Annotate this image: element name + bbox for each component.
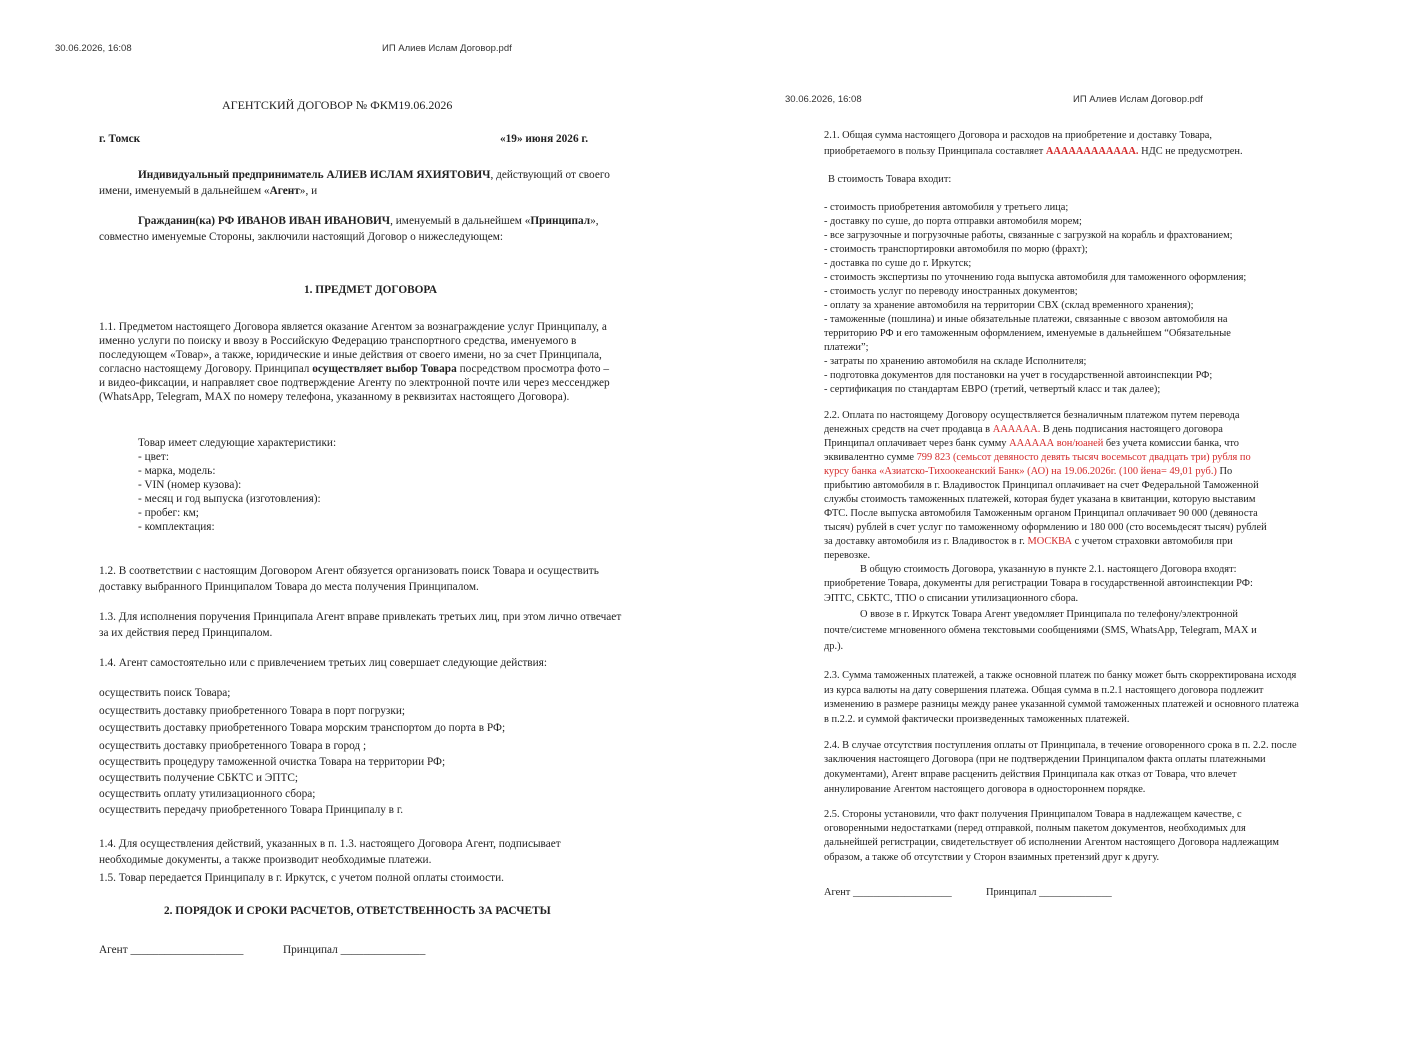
clause-2-4-line: документами), Агент вправе расценить действия Принципала как отказ от Товара, что влечет xyxy=(824,769,1237,780)
include-item: - оплату за хранение автомобиля на территории СВХ (склад временного хранения); xyxy=(824,300,1194,311)
clause-2-2-line: 2.2. Оплата по настоящему Договору осуществляется безналичным платежом путем перевода xyxy=(824,410,1240,421)
clause-2-5-line: 2.5. Стороны установили, что факт получения Принципалом Товара в надлежащем качестве, с xyxy=(824,809,1242,820)
clause-2-3-line: в п.2.2. и суммой фактически произведенных таможенных платежей. xyxy=(824,714,1130,725)
clause-1-1-line: последующем «Товар», а также, юридические и иные действия от своего имени, но за счет Принципала, xyxy=(99,349,602,361)
include-item: - стоимость приобретения автомобиля у третьего лица; xyxy=(824,202,1069,213)
characteristics-title: Товар имеет следующие характеристики: xyxy=(138,437,337,449)
includes-title: В стоимость Товара входит: xyxy=(828,174,952,185)
print-date: 30.06.2026, 16:08 xyxy=(785,94,862,105)
clause-2-2-line: денежных средств на счет продавца в АААААА. В день подписания настоящего договора xyxy=(824,424,1223,435)
action-item: осуществить поиск Товара; xyxy=(99,687,231,699)
characteristic-item: - VIN (номер кузова): xyxy=(138,479,242,491)
contract-title: АГЕНТСКИЙ ДОГОВОР № ФКМ19.06.2026 xyxy=(222,98,453,112)
clause-2-5-line: оговоренными недостатками (перед отправкой, полным пакетом документов, необходимых для xyxy=(824,823,1246,834)
clause-2-5-line: дальнейшей регистрации, свидетельствует об исполнении Агентом настоящего Договора надлежащим xyxy=(824,837,1279,848)
include-item: - все загрузочные и погрузочные работы, связанные с загрузкой на корабль и фрахтованием; xyxy=(824,230,1233,241)
clause-2-5-line: образом, а также об отсутствии у Сторон взаимных претензий друг к другу. xyxy=(824,852,1160,863)
clause-1-3-line: 1.3. Для исполнения поручения Принципала Агент вправе привлекать третьих лиц, при этом лично отвечает xyxy=(99,611,622,623)
signature-principal: Принципал _______________ xyxy=(283,944,426,956)
clause-2-1-line: 2.1. Общая сумма настоящего Договора и расходов на приобретение и доставку Товара, xyxy=(824,130,1212,141)
clause-2-2-line: приобретение Товара, документы для регистрации Товара в государственной автоинспекции РФ: xyxy=(824,578,1253,589)
characteristic-item: - марка, модель: xyxy=(138,465,216,477)
clause-1-3-line: за их действия перед Принципалом. xyxy=(99,627,273,639)
clause-2-2-line: В общую стоимость Договора, указанную в пункте 2.1. настоящего Договора входят: xyxy=(860,564,1237,575)
clause-2-2-line: тысяч) рублей в счет услуг по таможенному оформлению и 180 000 (сто восемьдесят тысяч) рублей xyxy=(824,522,1267,533)
clause-2-2-line: перевозке. xyxy=(824,550,871,561)
clause-2-2-line: Принципал оплачивает через банк сумму АААААА вон/юаней без учета комиссии банка, что xyxy=(824,438,1240,449)
clause-2-2-line: эквивалентно сумме 799 823 (семьсот девяносто девять тысяч восемьсот двадцать три) рубля по xyxy=(824,452,1251,463)
clause-1-2-line: доставку выбранного Принципалом Товара до места получения Принципалом. xyxy=(99,581,479,593)
party-principal-line2: совместно именуемые Стороны, заключили настоящий Договор о нижеследующем: xyxy=(99,231,504,243)
clause-2-3-line: 2.3. Сумма таможенных платежей, а также основной платеж по банку может быть скорректирована исходя xyxy=(824,670,1297,681)
party-agent-line1: Индивидуальный предприниматель АЛИЕВ ИСЛАМ ЯХИЯТОВИЧ, действующий от своего xyxy=(138,169,610,181)
signature-principal: Принципал ______________ xyxy=(986,887,1112,898)
include-item: - сертификация по стандартам ЕВРО (третий, четвертый класс и так далее); xyxy=(824,384,1161,395)
include-item: - подготовка документов для постановки на учет в государственной автоинспекции РФ; xyxy=(824,370,1213,381)
total-amount: АААААААААААА. xyxy=(1045,146,1139,157)
clause-2-2-line: ЭПТС, СБКТС, ТПО о списании утилизационного сбора. xyxy=(824,593,1079,604)
clause-1-1-line: (WhatsApp, Telegram, MAX по номеру телефона, указанному в реквизитах настоящего Договора). xyxy=(99,391,570,403)
clause-1-5: 1.5. Товар передается Принципалу в г. Иркутск, с учетом полной оплаты стоимости. xyxy=(99,872,504,884)
clause-1-4b-line: 1.4. Для осуществления действий, указанных в п. 1.3. настоящего Договора Агент, подписывает xyxy=(99,838,561,850)
characteristic-item: - комплектация: xyxy=(138,521,215,533)
action-item: осуществить процедуру таможенной очистка Товара на территории РФ; xyxy=(99,756,446,768)
characteristic-item: - месяц и год выпуска (изготовления): xyxy=(138,493,321,505)
section-1-title: 1. ПРЕДМЕТ ДОГОВОРА xyxy=(304,284,438,296)
include-item: - стоимость транспортировки автомобиля по морю (фрахт); xyxy=(824,244,1088,255)
clause-2-4-line: заключения настоящего Договора (при не подтверждении Принципалом факта оплаты платежными xyxy=(824,754,1266,765)
clause-2-2-line: почте/системе мгновенного обмена текстовыми сообщениями (SMS, WhatsApp, Telegram, MAX и xyxy=(824,625,1257,636)
print-filename: ИП Алиев Ислам Договор.pdf xyxy=(1073,94,1203,105)
include-item: - стоимость услуг по переводу иностранных документов; xyxy=(824,286,1078,297)
clause-2-4-line: аннулирование Агентом настоящего договора в одностороннем порядке. xyxy=(824,784,1146,795)
action-item: осуществить передачу приобретенного Товара Принципалу в г. xyxy=(99,804,404,816)
clause-1-1-line: согласно настоящему Договору. Принципал осуществляет выбор Товара посредством просмотра фото – xyxy=(99,363,610,375)
contract-date: «19» июня 2026 г. xyxy=(500,133,589,145)
characteristic-item: - пробег: км; xyxy=(138,507,199,519)
action-item: осуществить оплату утилизационного сбора; xyxy=(99,788,316,800)
clause-2-3-line: из курса валюты на дату совершения платежа. Общая сумма в п.2.1 настоящего договора подлежит xyxy=(824,685,1264,696)
clause-2-2-line: прибытию автомобиля в г. Владивосток Принципал оплачивает на счет Федеральной Таможенной xyxy=(824,480,1259,491)
clause-2-2-line: ФТС. После выпуска автомобиля Таможенным органом Принципал оплачивает 90 000 (девяноста xyxy=(824,508,1258,519)
action-item: осуществить доставку приобретенного Товара в порт погрузки; xyxy=(99,705,406,717)
clause-1-2-line: 1.2. В соответствии с настоящим Договором Агент обязуется организовать поиск Товара и осуществить xyxy=(99,565,599,577)
clause-1-1-line: именно услуги по поиску и ввозу в Российскую Федерацию транспортного средства, именуемого в xyxy=(99,335,577,347)
clause-1-4b-line: необходимые документы, а также производит необходимые платежи. xyxy=(99,854,432,866)
clause-2-4-line: 2.4. В случае отсутствия поступления оплаты от Принципала, в течение оговоренного срока в п. 2.2. после xyxy=(824,740,1297,751)
include-item: - затраты по хранению автомобиля на складе Исполнителя; xyxy=(824,356,1087,367)
include-item: - стоимость экспертизы по уточнению года выпуска автомобиля для таможенного оформления; xyxy=(824,272,1247,283)
include-item: - таможенные (пошлина) и иные обязательные платежи, связанные с ввозом автомобиля на xyxy=(824,314,1228,325)
clause-1-1-line: и видео-фиксации, и направляет свое подтверждение Агенту по электронной почте или через мессенджер xyxy=(99,377,610,389)
clause-1-4-intro: 1.4. Агент самостоятельно или с привлечением третьих лиц совершает следующие действия: xyxy=(99,657,548,669)
signature-agent: Агент ____________________ xyxy=(99,944,244,956)
signature-agent: Агент ___________________ xyxy=(824,887,952,898)
characteristic-item: - цвет: xyxy=(138,451,169,463)
include-item: платежи”; xyxy=(824,342,869,353)
clause-2-2-line: др.). xyxy=(824,641,844,652)
clause-1-1-line: 1.1. Предметом настоящего Договора является оказание Агентом за вознаграждение услуг Принципалу, а xyxy=(99,321,607,333)
clause-2-2-line: за доставку автомобиля из г. Владивосток в г. МОСКВА с учетом страховки автомобиля при xyxy=(824,536,1233,547)
clause-2-2-line: О ввозе в г. Иркутск Товара Агент уведомляет Принципала по телефону/электронной xyxy=(860,609,1238,620)
clause-2-3-line: изменению в размере разницы между ранее указанной суммой таможенных платежей и основного платежа xyxy=(824,699,1299,710)
action-item: осуществить доставку приобретенного Товара морским транспортом до порта в РФ; xyxy=(99,722,506,734)
action-item: осуществить доставку приобретенного Товара в город ; xyxy=(99,740,367,752)
print-date: 30.06.2026, 16:08 xyxy=(55,43,132,54)
clause-2-2-line: службы стоимость таможенных платежей, которая будет указана в квитанции, которую выставим xyxy=(824,494,1256,505)
include-item: - доставка по суше до г. Иркутск; xyxy=(824,258,972,269)
clause-2-1-line: приобретаемого в пользу Принципала составляет АААААААААААА. НДС не предусмотрен. xyxy=(824,146,1243,157)
print-filename: ИП Алиев Ислам Договор.pdf xyxy=(382,43,512,54)
document-page-right xyxy=(720,0,1420,1049)
party-principal-line1: Гражданин(ка) РФ ИВАНОВ ИВАН ИВАНОВИЧ, именуемый в дальнейшем «Принципал», xyxy=(138,215,599,227)
clause-2-2-line: курсу банка «Азиатско-Тихоокеанский Банк» (АО) на 19.06.2026г. (100 йена= 49,01 руб.) По xyxy=(824,466,1233,477)
party-agent-line2: имени, именуемый в дальнейшем «Агент», и xyxy=(99,185,318,197)
section-2-title: 2. ПОРЯДОК И СРОКИ РАСЧЕТОВ, ОТВЕТСТВЕННОСТЬ ЗА РАСЧЕТЫ xyxy=(164,905,551,917)
contract-city: г. Томск xyxy=(99,133,141,145)
action-item: осуществить получение СБКТС и ЭПТС; xyxy=(99,772,299,784)
include-item: - доставку по суше, до порта отправки автомобиля морем; xyxy=(824,216,1082,227)
include-item: территорию РФ и его таможенным оформлением, именуемые в дальнейшем “Обязательные xyxy=(824,328,1231,339)
